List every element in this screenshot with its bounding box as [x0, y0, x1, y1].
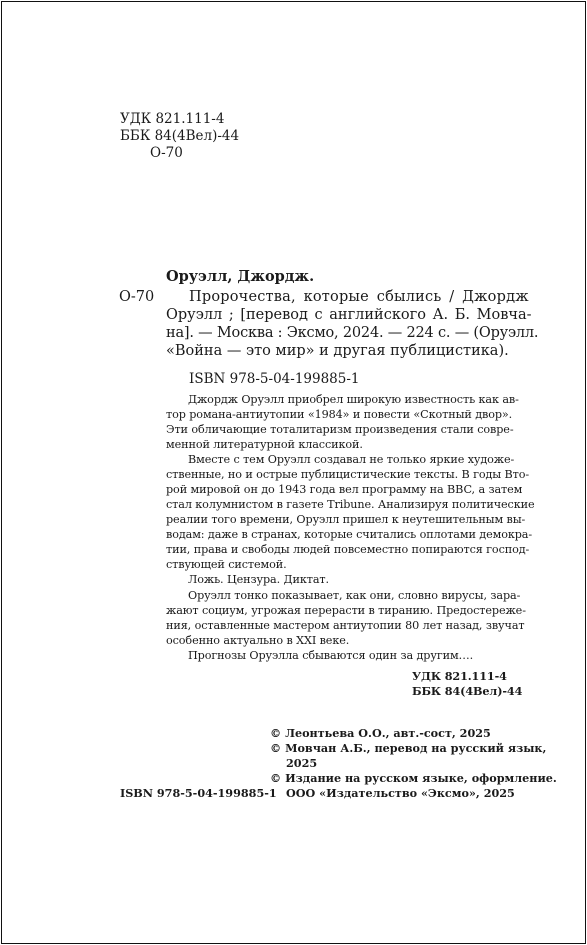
title-line-4: «Война — это мир» и другая публицистика).: [166, 343, 509, 359]
annotation-line: водам: даже в странах, которые считались оплотами демокра-: [166, 528, 533, 541]
copyright-translator: © Мовчан А.Б., перевод на русский язык,: [270, 741, 547, 755]
author-heading: Оруэлл, Джордж.: [166, 268, 315, 285]
annotation-line: Прогнозы Оруэлла сбываются один за другим….: [188, 649, 474, 662]
annotation-line: Эти обличающие тоталитаризм произведения стали совре-: [166, 423, 514, 436]
bbk-top: ББК 84(4Вел)-44: [120, 128, 240, 144]
annotation-line: ственные, но и острые публицистические тексты. В годы Вто-: [166, 468, 530, 481]
copyright-edition: © Издание на русском языке, оформление.: [270, 771, 557, 785]
title-line-1: Пророчества, которые сбылись / Джордж: [189, 289, 529, 305]
annotation-line: рой мировой он до 1943 года вел программу на BBC, а затем: [166, 483, 523, 496]
annotation-line: ния, оставленные мастером антиутопии 80 лет назад, звучат: [166, 619, 525, 632]
annotation-line: тор романа-антиутопии «1984» и повести «Скотный двор».: [166, 408, 513, 421]
copyright-publisher: ООО «Издательство «Эксмо», 2025: [286, 786, 515, 800]
annotation-line: Ложь. Цензура. Диктат.: [188, 573, 329, 586]
annotation-line: ствующей системой.: [166, 558, 287, 571]
annotation-line: Джордж Оруэлл приобрел широкую известность как ав-: [188, 393, 519, 406]
annotation-line: стал колумнистом в газете Tribune. Анализируя политические: [166, 498, 535, 511]
udk-bottom: УДК 821.111-4: [412, 669, 507, 683]
author-code-top: О-70: [150, 145, 183, 161]
annotation-line: менной литературной классикой.: [166, 438, 363, 451]
title-line-3: на]. — Москва : Эксмо, 2024. — 224 с. — (Оруэлл.: [166, 325, 539, 341]
copyright-translator-year: 2025: [286, 756, 318, 770]
annotation-line: реалии того времени, Оруэлл пришел к неутешительным вы-: [166, 513, 526, 526]
isbn-record: ISBN 978-5-04-199885-1: [189, 371, 360, 387]
author-code: О-70: [119, 289, 155, 305]
annotation-line: жают социум, угрожая перерасти в тиранию. Предостереже-: [166, 604, 526, 617]
bbk-bottom: ББК 84(4Вел)-44: [412, 684, 523, 698]
copyright-compiler: © Леонтьева О.О., авт.-сост, 2025: [270, 726, 491, 740]
udk-top: УДК 821.111-4: [120, 111, 225, 127]
annotation-line: тии, права и свободы людей повсеместно попираются господ-: [166, 543, 530, 556]
annotation-line: особенно актуально в XXI веке.: [166, 634, 350, 647]
annotation-line: Вместе с тем Оруэлл создавал не только яркие художе-: [188, 453, 515, 466]
annotation-line: Оруэлл тонко показывает, как они, словно вирусы, зара-: [188, 589, 521, 602]
isbn-bottom: ISBN 978-5-04-199885-1: [120, 786, 277, 800]
title-line-2: Оруэлл ; [перевод с английского А. Б. Мовча-: [166, 307, 532, 323]
